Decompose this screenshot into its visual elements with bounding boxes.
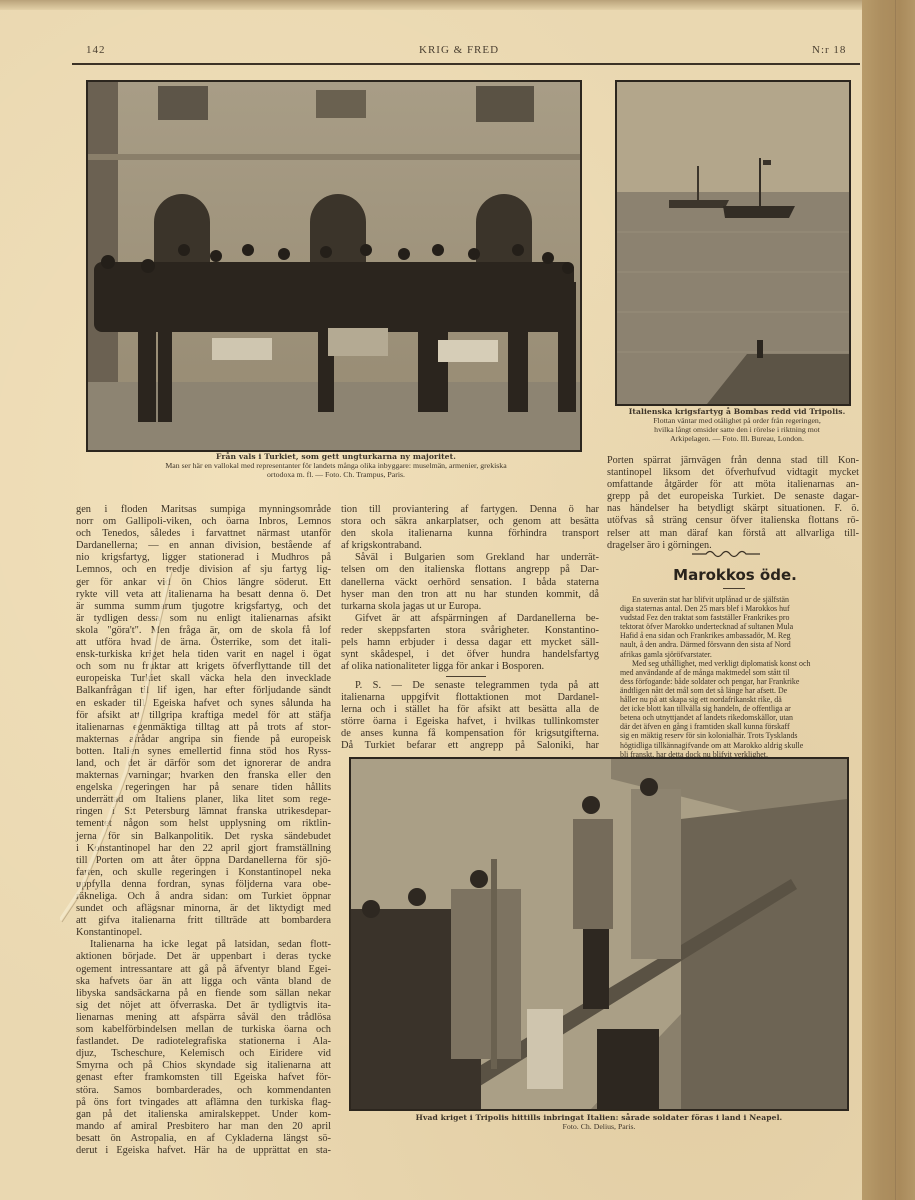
text-line: Balkanfrågan til lif igen, har efter förljudande sändt [76,685,331,697]
spine-crease [895,0,896,1200]
text-line: engelska regeringen har på senare tiden hållits [76,782,331,794]
text-line: nault, å den andra. Därmed försvann den sista af Nord [620,640,791,650]
text-line: sig en mäktig reserv för sin kolonialhär. Trots Tysklands [620,731,798,741]
text-line: att utföra hvad de ärna. Österrike, som det itali- [76,637,331,649]
text-line: turkarna skola jagas ut ur Europa. [341,600,482,612]
text-line: fastlandet. De radiotelegrafiska stationerna i Ala- [76,1036,331,1048]
text-line: aktionen började. Det är uppenbart i deras tycke [76,951,331,963]
text-line: synt skådespel, i det öfver hundra handelsfartyg [341,649,599,661]
election-caption-line: ortodoxa m. fl. — Foto. Ch. Trampus, Paris. [267,470,405,479]
text-line: libyska sandsäckarna på en fiende som sällan nekar [76,987,331,999]
text-line: större öarna i Egeiska hafvet, i hvilkas tullinkomster [341,716,599,728]
text-line: ändtligen nått det mål som det så länge har afsett. De [620,685,788,695]
election-caption [86,452,586,479]
text-line: utöfvas så sträng censur öfver italienska flottans rö- [607,515,859,527]
text-line: farten, och skulle regeringen i Konstantinopel neka [76,866,331,878]
text-line: reder skeppsfarten stora svårigheter. Konstantino- [341,624,599,636]
text-line: dess förfogande: både soldater och pengar, har Frankrike [620,676,800,686]
text-line: besatt ön Astropalia, en af Cykladerna längst sö- [76,1132,331,1144]
text-line: Italienarna ha icke legat på latsidan, sedan flott- [90,939,331,951]
text-line: Lemnos, och en tredje division af sju fartyg lig- [76,564,331,576]
text-line: norr om Gallipoli-viken, och öarna Inbros, Lemnos [76,516,331,528]
warships-caption-title: Italienska krigsfartyg å Bombas redd vid Tripolis. [628,407,846,416]
text-line: är tydligen dessa som nu enligt italienarnas afsikt [76,612,331,624]
text-line: Smyrna och på Chios skyndade sig italienarna att [76,1060,331,1072]
wounded-soldiers-caption [349,1113,849,1131]
text-line: betena och utnyttjandet af landets rikedomskällor, utan [620,713,794,723]
warships-caption [612,407,862,443]
election-photo-image [88,82,580,450]
text-line: en eskader till Egeiska hafvet och synes sålunda ha [76,697,331,709]
text-line: land, och det är därför som det ignorerar de andra [76,757,331,769]
header-rule [72,63,860,65]
text-line: på öns fort tvingades att aflämna den turkiska flag- [76,1096,331,1108]
text-line: tion till proviantering af fartygen. Denna ö har [341,504,599,515]
text-line: den skola italienarna kunna förhindra transport [341,528,599,540]
text-line: och Tenedos, således i farvattnet närmast utanför [76,528,331,540]
text-line: ger för ankar vid ön Chios längre söderut. Ett [76,576,331,588]
publication-title: KRIG & FRED [419,44,500,56]
section-divider [446,676,486,677]
text-line: grepp på det europeiska Turkiet. De senaste dagar- [607,491,859,503]
text-line: makternas varningar; hvarken den franska eller den [76,770,331,782]
text-line: de anses kunna få kompensation för krigsutgifterna. [341,728,599,740]
text-line: gan på det italienska amiralskeppet. Under kom- [76,1108,331,1120]
text-line: ogement intressantare att gå på äfventyr bland Egei- [76,963,331,975]
text-line: Såväl i Bulgarien som Grekland har underrät- [355,552,599,564]
text-line: af olika nationaliteter ligga för ankar i Bosporen. [341,661,545,673]
text-line: Konstantinopel. [76,927,143,939]
election-caption-line: Man ser här en vallokal med representanter för landets många olika inbyggare: muselmän, armenier, grekiska [165,461,507,470]
text-line: relser att man däraf kan förstå att allvarliga till- [607,527,859,539]
text-line: ensk-turkiska kriget hela tiden varit en nagel i ögat [76,649,331,661]
text-line: sundet och aflägsnar minorna, är det liktydigt med [76,903,331,915]
text-line: högtidliga tillkännagifvande om att Marokko aldrig skulle [620,740,804,750]
text-line: underrättad om Italiens planer, lika litet som rege- [76,794,331,806]
text-line: dragelser äro i görningen. [607,539,712,551]
text-line: för afsikt att tillgripa kraftiga medel för att stäfja [76,709,331,721]
text-line: mando af amiral Presbitero har man den 20 april [76,1120,331,1132]
warships-photo-image [617,82,849,404]
page-top-edge [0,0,915,10]
text-line: danellerna väckt oerhörd sensation. I båda staterna [341,576,599,588]
text-line: pels hamn erbjuder i dessa dagar ett mycket säll- [341,637,599,649]
text-line: genast efter framkomsten till Egeiska hafvet för- [76,1072,331,1084]
text-line: vudstad Fez den traktat som fastställer Frankrikes pro [620,613,790,623]
wounded-soldiers-caption-title: Hvad kriget i Tripolis hittills inbringat Italien: sårade soldater föras i land i Neapel. [415,1113,783,1122]
text-line: af krigskontraband. [341,540,422,552]
text-line: uppfylla denna fordran, synas följderna vara obe- [76,878,331,890]
text-line: med användande af de många maktmedel som stått til [620,667,790,677]
paper-tear [60,570,180,930]
text-line: tektorat öfver Marokko undertecknad af sultanen Mula [620,622,794,632]
issue-number: N:r 18 [812,44,847,56]
text-line: En suverän stat har blifvit utplånad ur de själfstän [632,595,789,604]
text-line: som kabelförbindelsen mellan de turkiska öarna och [76,1024,331,1036]
heading-underline [723,588,745,589]
binding-spine [862,0,915,1200]
text-line: Hafid å ena sidan och Frankrikes ambassadör, M. Reg [620,631,791,641]
text-line: Dardanellerna; — en annan division, bestående af [76,540,331,552]
text-line: ringen i S:t Petersburg lämnat franska utrikesdepar- [76,806,331,818]
text-line: hyser man den tron att nu har stunden kommit, då [341,588,599,600]
text-line: håller nu på att skapa sig ett nordafrikanskt rike, dä [620,695,782,705]
warships-caption-line: Flottan väntar med otålighet på order från regeringen, [653,416,821,425]
election-photo [86,80,582,452]
text-line: afrikas gamla sjöröfvarstater. [620,649,712,659]
text-line: bli franskt, har detta dock nu blifvit verklighet. [620,749,768,759]
text-line: makternas afrådar angripa sin fiende på europeisk [76,733,331,745]
wounded-soldiers-photo-image [351,759,847,1109]
text-line: nas händelser ha betydligt skärpt situationen. F. ö. [607,503,859,515]
text-line: där det äfven en gång i framtiden skall kunna förskaff [620,722,790,732]
text-line: och som nu fruktar att krigets öfverflyttande till det [76,661,331,673]
text-line: Porten spärrat järnvägen från denna stad till Kon- [607,455,859,466]
text-line: störa. Samos bombarderades, och kommendanten [76,1084,331,1096]
warships-caption-line: Arkipelagen. — Foto. Ill. Bureau, London. [670,434,804,443]
text-line: omfattande åtgärder för att möta italienarnas an- [607,479,859,491]
article-column-2 [341,504,599,673]
text-line: rykte vill veta att italienarna ha besatt denna ö. Det [76,588,331,600]
election-caption-title: Från vals i Turkiet, som gett ungturkarna ny majoritet. [216,452,456,461]
text-line: Med seg uthållighet, med verkligt diplomatisk konst och [632,658,811,668]
text-line: botten. Italien synes emellertid finna stöd hos Ryss- [76,745,331,757]
text-line: Då Turkiet befarar ett angrepp på Saloniki, har [341,740,599,752]
text-line: stantinopel liksom det öfverhufvud vidtagit mycket [607,467,859,479]
text-line: jerna för sin Balkanpolitik. Det ryska sändebudet [76,830,331,842]
text-line: derut i Egeiska hafvet. Här ha de upprättat en sta- [76,1144,331,1156]
text-line: det icke blott kan tillvälla sig handeln, de offentliga ar [620,704,791,714]
text-line: är summa summarum tjugotre krigsfartyg, och det [76,600,331,612]
text-line: nio krigsfartyg, ligger stationerad i Mudhros på [76,552,331,564]
text-line: i Konstantinopel har den 22 april gjort framställning [76,842,331,854]
text-line: diga staternas antal. Den 25 mars blef i Marokkos huf [620,604,790,614]
warships-photo [615,80,851,406]
text-line: tementet någon som helst upplysning om riktlin- [76,818,331,830]
text-line: lienarnas mening att afspärra såväl den trådlösa [76,1011,331,1023]
text-line: sig det nöjet att öfverraska. Det är tydligtvis ita- [76,999,331,1011]
article-heading: Marokkos öde. [673,566,797,584]
text-line: italienarna uppgifvit flottaktionen mot Dardanel- [341,692,599,704]
text-line: telsen om den italienska flottans angrepp på Dar- [341,564,599,576]
text-line: till Porten om att åter öppna Dardanellerna för sjö- [76,854,331,866]
text-line: gen i floden Maritsas sumpiga mynningsområde [76,504,331,515]
wounded-soldiers-photo [349,757,849,1111]
wounded-soldiers-credit: Foto. Ch. Delius, Paris. [562,1122,636,1131]
text-line: stora och säkra ankarplatser, och genom att besätta [341,516,599,528]
text-line: Gifvet är att afspärrningen af Dardanellerna be- [355,612,599,624]
article-column-3 [607,455,859,552]
postscript [341,680,599,753]
page-number: 142 [86,44,106,56]
warships-caption-line: hvilka långt omsider satte den i rörelse i riktning mot [654,425,820,434]
ornament-divider [690,548,770,558]
marokko-article [620,595,860,759]
text-line: italienarnas egenmäktiga tilltag att på trots af stor- [76,721,331,733]
text-line: lerna och i stället ha för afsikt att besätta alla de [341,704,599,716]
text-line: skola "göra't". Men fråga är, om de skola få lof [76,624,331,636]
text-line: djuz, Tscheschure, Kelemisch och Eiridere vid [76,1048,331,1060]
text-line: räkneliga. Och å andra sidan: om Turkiet öppnar [76,891,331,902]
text-line: att gifva italienarna fritt tillträde att bombardera [76,915,331,927]
text-line: ska hafvets öar än att ligga och vänta bland de [76,975,331,987]
text-line: europeiska Turkiet skall väcka hela den invecklade [76,673,331,685]
text-line: P. S. — De senaste telegrammen tyda på att [355,680,599,691]
